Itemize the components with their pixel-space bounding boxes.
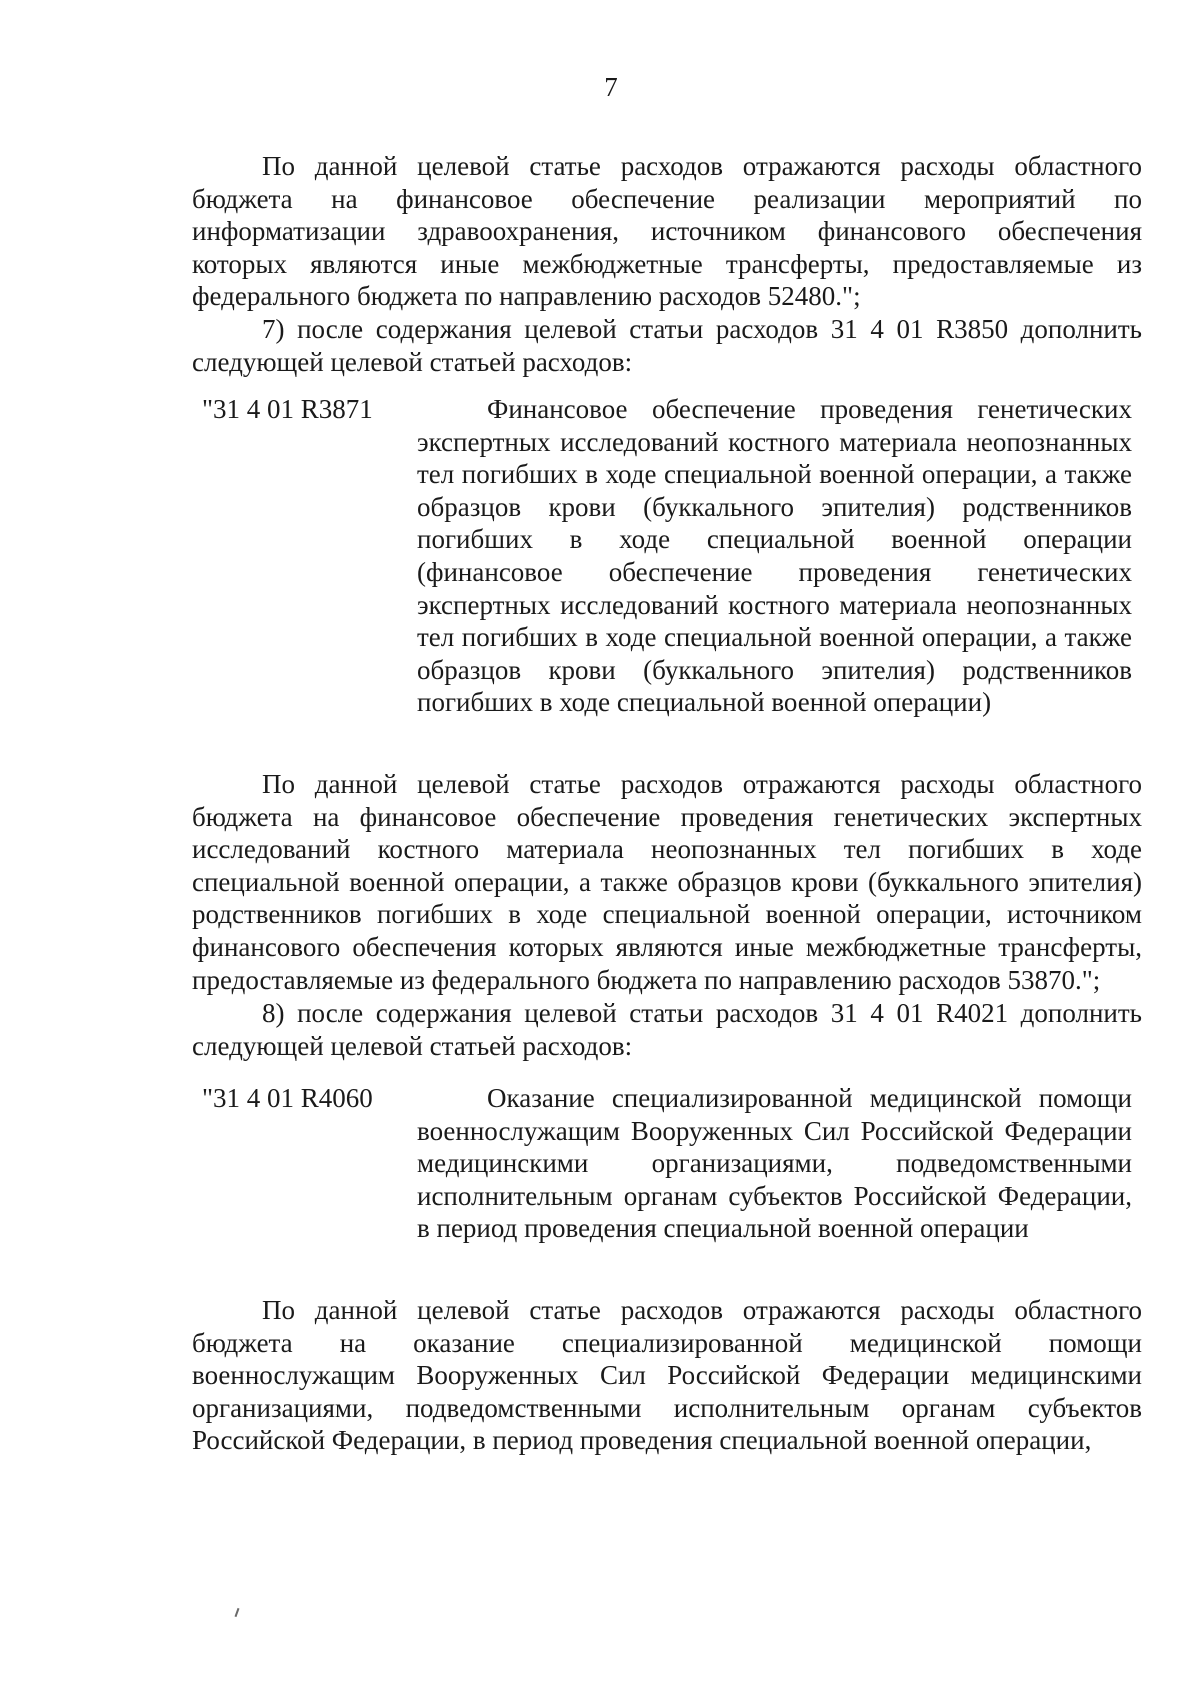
paragraph-informatization: По данной целевой статье расходов отражаются расходы областного бюджета на финансовое обеспечение реализации мероприятий по информатизации здравоохранения, источником финансового обеспечения которых являются иные межбюджетные трансферты, предоставляемые из федерального бюджета по направлению расходов 52480."; bbox=[192, 151, 1142, 312]
entry-description: Оказание специализированной медицинской помощи военнослужащим Вооруженных Сил Российской Федерации медицинскими организациями, подведомственными исполнительным органам субъектов Российской Федерации, в период проведения специальной военной операции bbox=[417, 1083, 1132, 1244]
scan-mark bbox=[235, 1608, 240, 1617]
paragraph-item-7: 7) после содержания целевой статьи расходов 31 4 01 R3850 дополнить следующей целевой статьей расходов: bbox=[192, 314, 1142, 377]
entry-code: "31 4 01 R3871 bbox=[202, 394, 373, 424]
paragraph-item-8: 8) после содержания целевой статьи расходов 31 4 01 R4021 дополнить следующей целевой статьей расходов: bbox=[192, 998, 1142, 1061]
entry-code: "31 4 01 R4060 bbox=[202, 1083, 373, 1113]
paragraph-genetic-research: По данной целевой статье расходов отражаются расходы областного бюджета на финансовое обеспечение проведения генетических экспертных исследований костного материала неопознанных тел погибших в ходе специальной военной операции, а также образцов крови (буккального эпителия) родственников погибших в ходе специальной военной операции, источником финансового обеспечения которых являются иные межбюджетные трансферты, предоставляемые из федерального бюджета по направлению расходов 53870."; bbox=[192, 769, 1142, 995]
page-number: 7 bbox=[604, 72, 618, 102]
entry-description: Финансовое обеспечение проведения генетических экспертных исследований костного материала неопознанных тел погибших в ходе специальной военной операции, а также образцов крови (буккального эпителия) родственников погибших в ходе специальной военной операции (финансовое обеспечение проведения генетических экспертных исследований костного материала неопознанных тел погибших в ходе специальной военной операции, а также образцов крови (буккального эпителия) родственников погибших в ходе специальной военной операции) bbox=[417, 394, 1132, 718]
paragraph-medical-assistance: По данной целевой статье расходов отражаются расходы областного бюджета на оказание специализированной медицинской помощи военнослужащим Вооруженных Сил Российской Федерации медицинскими организациями, подведомственными исполнительным органам субъектов Российской Федерации, в период проведения специальной военной операции, bbox=[192, 1295, 1142, 1456]
